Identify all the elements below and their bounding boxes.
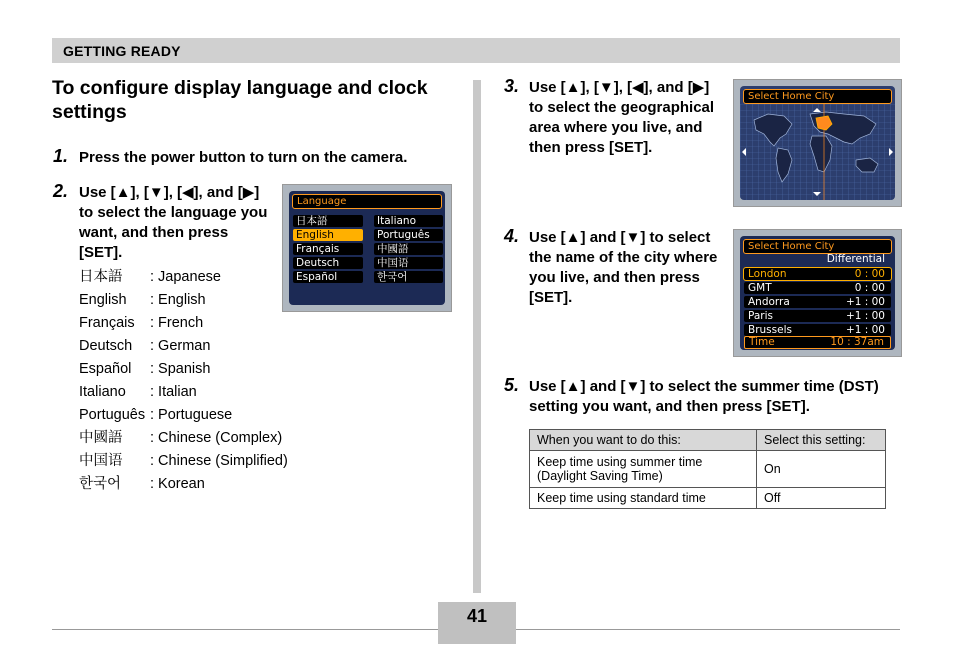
language-desc: : Korean: [150, 476, 205, 492]
city-diff: 0 : 00: [854, 268, 885, 280]
column-divider: [473, 80, 481, 593]
lcd-language-option: Italiano: [374, 215, 443, 227]
table-cell: Off: [757, 488, 886, 509]
lcd-city-row: [744, 282, 891, 294]
city-name: Brussels: [748, 324, 792, 336]
header-title: GETTING READY: [63, 43, 181, 59]
step-1-text: Press the power button to turn on the camera.: [79, 149, 408, 166]
lcd-language-option: 中國語: [374, 243, 443, 255]
step-5-number: 5.: [504, 375, 520, 395]
step-4-text: Use [▲] and [▼] to select the name of the city where you live, and then press [SET].: [529, 229, 718, 306]
lcd-city-header: [744, 253, 891, 265]
lcd-city-time-row: [744, 336, 891, 349]
lcd-language-screen: [282, 184, 452, 312]
language-native: 中國語: [79, 430, 123, 446]
step-1-number: 1.: [53, 146, 69, 166]
time-label: Time: [749, 336, 775, 348]
language-desc: : German: [150, 338, 211, 354]
table-row: [530, 488, 886, 509]
lcd-city-differential-label: Differential: [826, 253, 885, 265]
city-diff: +1 : 00: [845, 324, 885, 336]
lcd-map-title: Select Home City: [743, 89, 892, 104]
language-desc: : French: [150, 315, 204, 331]
lcd-language-option: 中国语: [374, 257, 443, 269]
lcd-language-option: 한국어: [374, 271, 443, 283]
lcd-city-title: Select Home City: [743, 239, 892, 254]
city-name: Andorra: [748, 296, 790, 308]
table-header-row: [530, 430, 886, 451]
language-native: Español: [79, 361, 132, 377]
step-3-text: Use [▲], [▼], [◀], and [▶] to select the geographical area where you live, and then press [SET].: [529, 79, 715, 156]
table-row: [530, 451, 886, 488]
header-bar: [52, 38, 900, 63]
lcd-city-display: [740, 236, 895, 350]
language-desc: : Spanish: [150, 361, 211, 377]
table-cell: Keep time using summer time (Daylight Saving Time): [530, 451, 757, 488]
lcd-city-row: [744, 310, 891, 322]
city-diff: 0 : 00: [854, 282, 885, 294]
step-3-number: 3.: [504, 76, 520, 96]
table-cell: Keep time using standard time: [530, 488, 757, 509]
lcd-language-option: Français: [293, 243, 363, 255]
city-diff: +1 : 00: [845, 296, 885, 308]
lcd-map-display: [740, 86, 895, 200]
language-desc: : Chinese (Simplified): [150, 453, 288, 469]
section-title: To configure display language and clock settings: [52, 77, 428, 123]
city-name: London: [748, 268, 787, 280]
language-native: 한국어: [79, 476, 122, 492]
step-4-number: 4.: [504, 226, 520, 246]
language-native: Português: [79, 407, 146, 423]
lcd-language-option-selected: English: [293, 229, 363, 241]
language-native: 中国语: [79, 453, 123, 469]
page-number-box: [438, 602, 516, 644]
lcd-language-option: Português: [374, 229, 443, 241]
step-2-number: 2.: [53, 181, 69, 201]
language-desc: : Italian: [150, 384, 197, 400]
lcd-language-display: [289, 191, 445, 305]
lcd-city-row-selected: [744, 268, 891, 280]
step-2-text: Use [▲], [▼], [◀], and [▶] to select the language you want, and then press [SET].: [79, 184, 268, 261]
dst-settings-table: [529, 429, 886, 509]
city-diff: +1 : 00: [845, 310, 885, 322]
lcd-map-screen: [733, 79, 902, 207]
table-cell: On: [757, 451, 886, 488]
step-5-text: Use [▲] and [▼] to select the summer time (DST) setting you want, and then press [SET].: [529, 378, 879, 415]
lcd-language-title: Language: [292, 194, 442, 209]
lcd-city-row: [744, 296, 891, 308]
page-number: 41: [466, 606, 488, 626]
lcd-language-option: 日本語: [293, 215, 363, 227]
lcd-language-option: Español: [293, 271, 363, 283]
language-desc: : Japanese: [150, 269, 221, 285]
lcd-city-screen: [733, 229, 902, 357]
language-desc: : English: [150, 292, 206, 308]
city-name: Paris: [748, 310, 773, 322]
language-native: Italiano: [79, 384, 126, 400]
language-native: 日本語: [79, 269, 123, 285]
time-value: 10 : 37am: [830, 336, 884, 348]
language-native: English: [79, 292, 127, 308]
lcd-language-option: Deutsch: [293, 257, 363, 269]
city-name: GMT: [748, 282, 772, 294]
table-header-cell: Select this setting:: [757, 430, 886, 451]
language-desc: : Portuguese: [150, 407, 233, 423]
lcd-city-row: [744, 324, 891, 336]
table-header-cell: When you want to do this:: [530, 430, 757, 451]
language-native: Français: [79, 315, 135, 331]
language-native: Deutsch: [79, 338, 133, 354]
language-desc: : Chinese (Complex): [150, 430, 283, 446]
